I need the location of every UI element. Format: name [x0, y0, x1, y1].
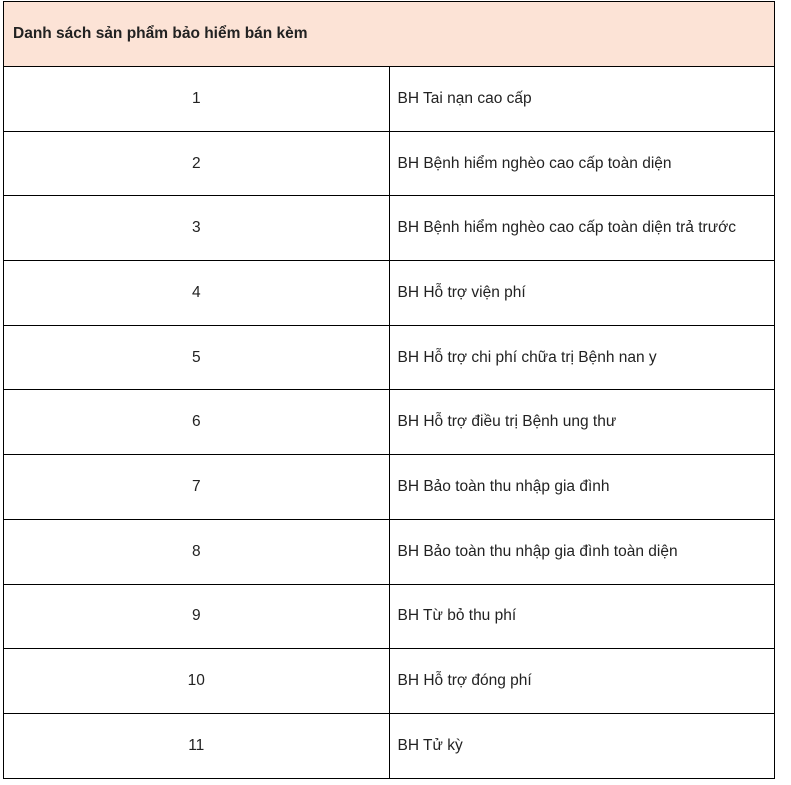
row-number: 5	[4, 325, 390, 390]
table-header-row	[4, 2, 775, 67]
insurance-products-table-container	[3, 1, 775, 779]
row-number: 7	[4, 455, 390, 520]
product-name: BH Hỗ trợ chi phí chữa trị Bệnh nan y	[389, 325, 775, 390]
row-number: 1	[4, 67, 390, 132]
row-number: 9	[4, 584, 390, 649]
table-row	[4, 131, 775, 196]
table-row	[4, 67, 775, 132]
product-name: BH Tử kỳ	[389, 713, 775, 778]
table-row	[4, 390, 775, 455]
table-header: Danh sách sản phẩm bảo hiểm bán kèm	[4, 2, 775, 67]
table-row	[4, 713, 775, 778]
product-name: BH Bảo toàn thu nhập gia đình	[389, 455, 775, 520]
row-number: 8	[4, 519, 390, 584]
product-name: BH Tai nạn cao cấp	[389, 67, 775, 132]
table-row	[4, 325, 775, 390]
product-name: BH Từ bỏ thu phí	[389, 584, 775, 649]
product-name: BH Hỗ trợ viện phí	[389, 261, 775, 326]
product-name: BH Bảo toàn thu nhập gia đình toàn diện	[389, 519, 775, 584]
product-name: BH Hỗ trợ đóng phí	[389, 649, 775, 714]
table-row	[4, 519, 775, 584]
table-row	[4, 649, 775, 714]
insurance-products-table	[3, 1, 775, 779]
table-body	[4, 67, 775, 779]
table-row	[4, 455, 775, 520]
table-row	[4, 584, 775, 649]
row-number: 3	[4, 196, 390, 261]
product-name: BH Bệnh hiểm nghèo cao cấp toàn diện	[389, 131, 775, 196]
product-name: BH Hỗ trợ điều trị Bệnh ung thư	[389, 390, 775, 455]
product-name: BH Bệnh hiểm nghèo cao cấp toàn diện trả trước	[389, 196, 775, 261]
row-number: 10	[4, 649, 390, 714]
table-row	[4, 261, 775, 326]
row-number: 11	[4, 713, 390, 778]
row-number: 6	[4, 390, 390, 455]
table-row	[4, 196, 775, 261]
row-number: 2	[4, 131, 390, 196]
row-number: 4	[4, 261, 390, 326]
